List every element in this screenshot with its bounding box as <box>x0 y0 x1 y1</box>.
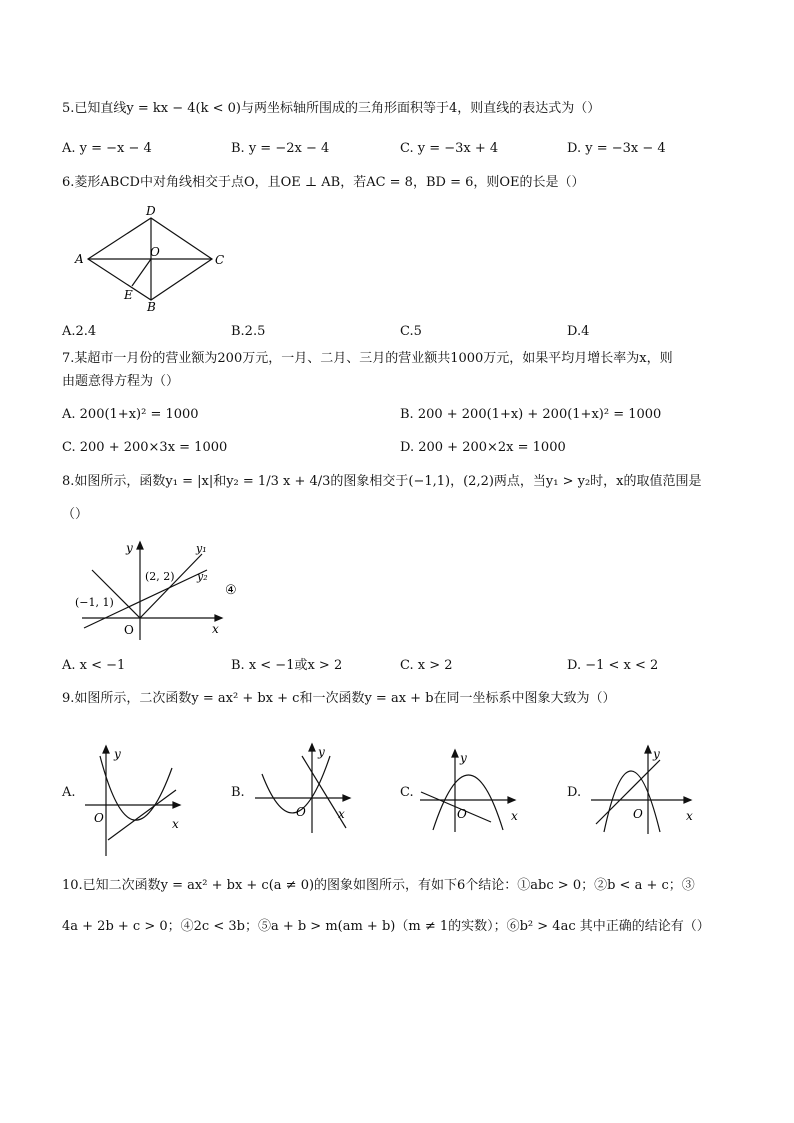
line-c <box>421 792 491 822</box>
q9-graph-c <box>415 746 525 836</box>
q9-graph-b <box>250 738 360 838</box>
line-a <box>108 790 176 840</box>
q9-option-c-label: C. <box>400 785 414 800</box>
label-point-2-2: (2, 2) <box>145 570 175 583</box>
label-c: C <box>215 253 225 267</box>
q6-option-a: A.2.4 <box>62 324 97 339</box>
line-d <box>596 760 660 824</box>
q5-option-b: B. y = −2x − 4 <box>231 141 330 156</box>
segment-oe <box>132 259 151 286</box>
axis-label-x: x <box>338 807 345 821</box>
label-a: A <box>75 252 84 266</box>
label-y1: y₁ <box>196 542 207 555</box>
axis-label-x: x <box>511 809 518 823</box>
axis-label-x: x <box>172 817 179 831</box>
q9-option-b-label: B. <box>231 785 245 800</box>
q9-option-d-label: D. <box>567 785 582 800</box>
origin-label: O <box>633 807 643 821</box>
label-point-neg1-1: (−1, 1) <box>75 596 114 609</box>
q8-option-a: A. x < −1 <box>62 658 126 673</box>
label-d: D <box>146 204 156 218</box>
axis-label-y: y <box>653 747 660 761</box>
origin-label: O <box>94 811 104 825</box>
q7-option-c: C. 200 + 200×3x = 1000 <box>62 440 228 455</box>
q9-option-a-label: A. <box>62 785 76 800</box>
q8-option-d: D. −1 < x < 2 <box>567 658 659 673</box>
circled-four-mark: ④ <box>225 583 237 598</box>
q10-stem-line2: 4a + 2b + c > 0；④2c < 3b；⑤a + b > m(am + b)（m ≠ 1的实数）；⑥b² > 4ac 其中正确的结论有（） <box>62 919 710 934</box>
parabola-c <box>433 775 503 830</box>
y-axis-arrow <box>137 542 143 549</box>
axis-label-x: x <box>686 809 693 823</box>
q6-rhombus-figure <box>72 204 232 316</box>
q6-option-d: D.4 <box>567 324 590 339</box>
q5-option-a: A. y = −x − 4 <box>62 141 152 156</box>
axis-label-y: y <box>114 747 121 761</box>
label-o: O <box>150 245 160 259</box>
q6-stem: 6.菱形ABCD中对角线相交于点O，且OE ⊥ AB，若AC = 8，BD = 6，则OE的长是（） <box>62 175 585 190</box>
q7-stem-line1: 7.某超市一月份的营业额为200万元，一月、二月、三月的营业额共1000万元，如果平均月增长率为x，则 <box>62 351 673 366</box>
q7-option-d: D. 200 + 200×2x = 1000 <box>400 440 566 455</box>
origin-label: O <box>296 805 306 819</box>
q8-graph-figure <box>72 532 252 644</box>
q5-option-d: D. y = −3x − 4 <box>567 141 666 156</box>
q8-stem-line1: 8.如图所示，函数y₁ = |x|和y₂ = 1/3 x + 4/3的图象相交于(−1,1)，(2,2)两点，当y₁ > y₂时，x的取值范围是 <box>62 474 702 489</box>
q6-option-b: B.2.5 <box>231 324 266 339</box>
axis-label-y: y <box>460 751 467 765</box>
origin-label: O <box>457 807 467 821</box>
q8-stem-line2: （） <box>62 507 89 522</box>
q7-option-b: B. 200 + 200(1+x) + 200(1+x)² = 1000 <box>400 407 662 422</box>
label-b: B <box>147 300 156 314</box>
q6-option-c: C.5 <box>400 324 422 339</box>
parabola-a <box>100 756 172 820</box>
q8-option-c: C. x > 2 <box>400 658 453 673</box>
q7-stem-line2: 由题意得方程为（） <box>62 374 180 389</box>
q8-option-b: B. x < −1或x > 2 <box>231 658 343 673</box>
q9-stem: 9.如图所示，二次函数y = ax² + bx + c和一次函数y = ax + b在同一坐标系中图象大致为（） <box>62 691 616 706</box>
axis-label-y: y <box>318 745 325 759</box>
q5-option-c: C. y = −3x + 4 <box>400 141 499 156</box>
x-axis-arrow <box>215 615 222 621</box>
axis-label-y: y <box>126 541 133 555</box>
q5-stem: 5.已知直线y = kx − 4(k < 0)与两坐标轴所围成的三角形面积等于4，则直线的表达式为（） <box>62 101 601 116</box>
q9-graph-a <box>80 738 190 858</box>
q10-stem-line1: 10.已知二次函数y = ax² + bx + c(a ≠ 0)的图象如图所示，有如下6个结论：①abc > 0；②b < a + c；③ <box>62 878 695 893</box>
q9-graph-d <box>586 740 701 836</box>
axis-label-x: x <box>212 622 219 636</box>
label-e: E <box>124 288 133 302</box>
parabola-d <box>604 771 660 832</box>
q7-option-a: A. 200(1+x)² = 1000 <box>62 407 199 422</box>
label-y2: y₂ <box>197 570 208 583</box>
origin-label: O <box>124 623 134 637</box>
